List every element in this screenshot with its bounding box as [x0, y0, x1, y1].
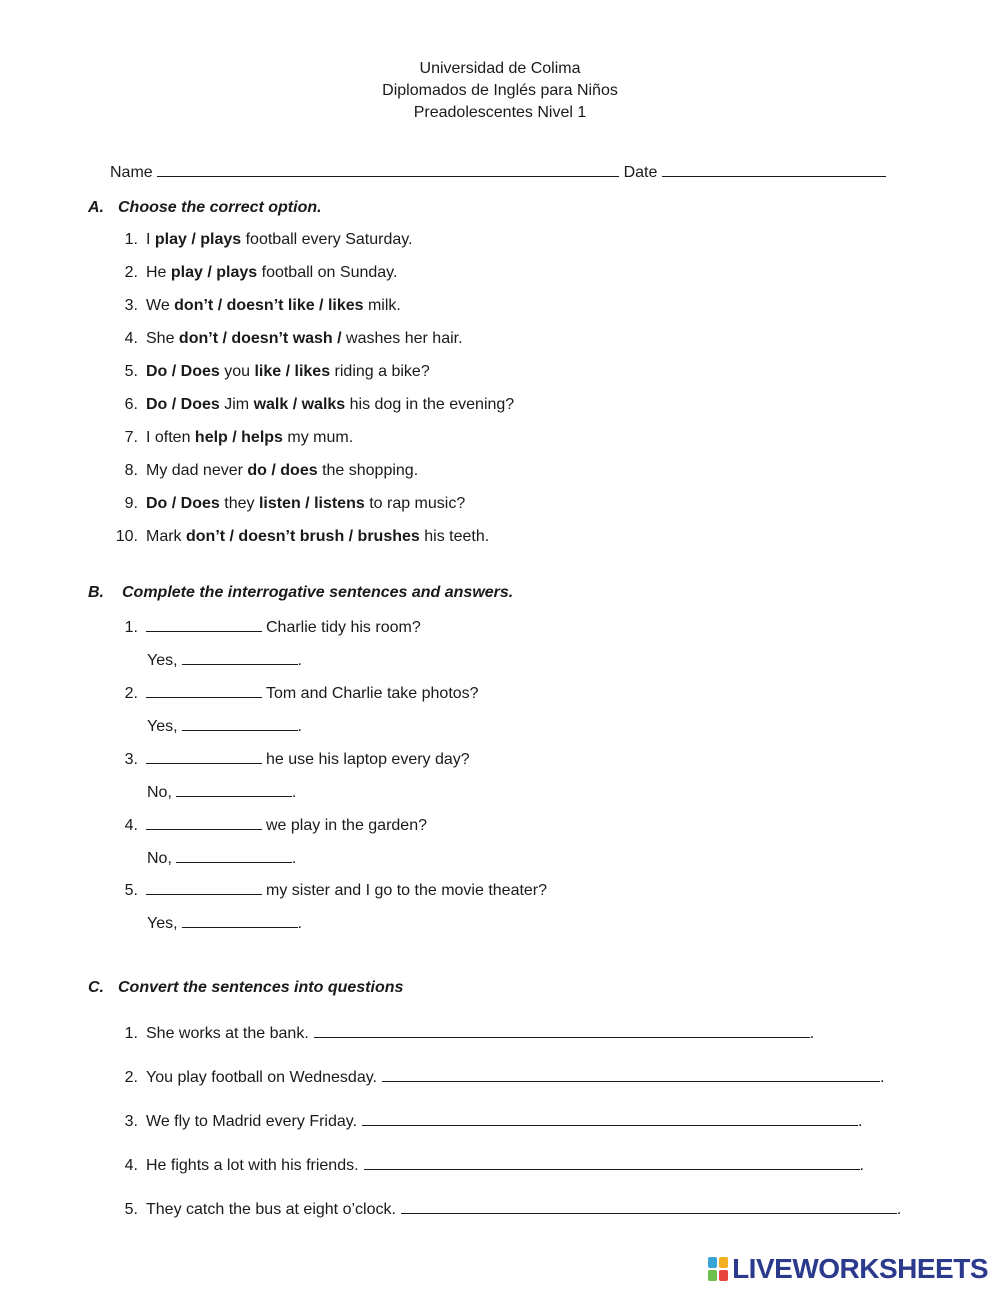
section-b-question [110, 617, 421, 637]
option-choice[interactable]: don’t / doesn’t like / likes [174, 297, 364, 314]
item-number: 1. [124, 1025, 138, 1042]
section-b-answer [147, 716, 302, 736]
period: . [291, 850, 297, 867]
section-b-heading [88, 584, 513, 602]
sentence-text: My dad never [146, 462, 248, 479]
option-choice[interactable]: Do / Does [146, 363, 220, 380]
period: . [859, 1157, 864, 1174]
answer-prefix: No, [147, 784, 172, 801]
sentence-text: my mum. [282, 429, 354, 446]
sentence-text: they [219, 495, 259, 512]
section-a-letter: A. [88, 199, 104, 216]
liveworksheets-tiles-icon [708, 1257, 728, 1281]
item-number: 5. [124, 1201, 138, 1218]
sentence-text: the shopping. [317, 462, 419, 479]
sentence-text: I often [146, 429, 195, 446]
section-c-heading [88, 979, 403, 997]
period: . [809, 1025, 815, 1042]
question-text: we play in the garden? [266, 817, 427, 834]
date-field[interactable] [662, 162, 886, 177]
liveworksheets-logo [708, 1252, 988, 1286]
option-choice[interactable]: play / plays [170, 264, 258, 281]
section-c-item [110, 1067, 884, 1087]
sentence-text: football every Saturday. [241, 231, 413, 248]
section-a-item [110, 264, 397, 282]
answer-blank-input[interactable] [176, 782, 292, 797]
section-b-question [110, 815, 427, 835]
item-number: 10. [115, 528, 138, 545]
option-choice[interactable]: like / likes [254, 363, 331, 380]
section-a-item [110, 297, 401, 315]
section-b-title: Complete the interrogative sentences and answers. [122, 584, 514, 601]
answer-blank-input[interactable] [182, 650, 298, 665]
sentence-text: I [146, 231, 155, 248]
section-c-title: Convert the sentences into questions [118, 979, 404, 996]
item-number: 6. [124, 396, 138, 413]
item-number: 3. [124, 751, 138, 768]
sentence-text: milk. [363, 297, 401, 314]
item-number: 1. [124, 231, 138, 248]
item-number: 8. [124, 462, 138, 479]
section-c-letter: C. [88, 979, 104, 996]
sentence-text: his teeth. [419, 528, 490, 545]
answer-prefix: No, [147, 850, 172, 867]
option-choice[interactable]: help / helps [194, 429, 283, 446]
sentence-text: We [146, 297, 175, 314]
answer-blank-input[interactable] [176, 848, 292, 863]
question-blank-input[interactable] [146, 683, 262, 698]
section-a-item [110, 231, 413, 249]
question-text: Tom and Charlie take photos? [266, 685, 479, 702]
item-number: 3. [124, 1113, 138, 1130]
item-number: 4. [124, 330, 138, 347]
section-a-item [110, 495, 465, 513]
sentence-text: Jim [219, 396, 254, 413]
item-number: 3. [124, 297, 138, 314]
item-number: 4. [124, 1157, 138, 1174]
item-number: 4. [124, 817, 138, 834]
logo-text: LIVEWORKSHEETS [732, 1253, 988, 1284]
section-a-item [110, 330, 463, 348]
question-blank-input[interactable] [146, 880, 262, 895]
section-c-item [110, 1111, 862, 1131]
answer-prefix: Yes, [147, 652, 178, 669]
sentence-text: Mark [146, 528, 186, 545]
section-b-answer [147, 782, 296, 802]
answer-prefix: Yes, [147, 718, 178, 735]
question-blank-input[interactable] [146, 815, 262, 830]
item-number: 7. [124, 429, 138, 446]
option-choice[interactable]: walk / walks [253, 396, 346, 413]
question-answer-input[interactable] [401, 1199, 897, 1214]
period: . [896, 1201, 902, 1218]
question-text: he use his laptop every day? [266, 751, 470, 768]
question-blank-input[interactable] [146, 617, 262, 632]
section-c-item [110, 1023, 814, 1043]
answer-prefix: Yes, [147, 915, 178, 932]
option-choice[interactable]: Do / Does [146, 396, 220, 413]
sentence-text: He [146, 264, 171, 281]
section-a-item [110, 528, 489, 546]
sentence-text: to rap music? [364, 495, 466, 512]
item-number: 2. [124, 685, 138, 702]
section-b-answer [147, 650, 302, 670]
sentence-text: you [219, 363, 255, 380]
section-b-letter: B. [88, 584, 104, 601]
item-number: 5. [124, 882, 138, 899]
header-line-2: Diplomados de Inglés para Niños [382, 82, 618, 99]
period: . [879, 1069, 885, 1086]
sentence-text: his dog in the evening? [345, 396, 515, 413]
source-sentence: He fights a lot with his friends. [146, 1157, 359, 1174]
question-text: Charlie tidy his room? [266, 619, 421, 636]
name-date-row [110, 162, 886, 182]
section-a-item [110, 396, 514, 414]
item-number: 9. [124, 495, 138, 512]
item-number: 5. [124, 363, 138, 380]
sentence-text: She [146, 330, 179, 347]
question-answer-input[interactable] [364, 1155, 860, 1170]
section-b-question [110, 683, 479, 703]
name-label: Name [110, 164, 153, 181]
section-c-item [110, 1199, 901, 1219]
source-sentence: She works at the bank. [146, 1025, 309, 1042]
period: . [297, 915, 302, 932]
option-choice[interactable]: listen / listens [258, 495, 365, 512]
question-text: my sister and I go to the movie theater? [266, 882, 548, 899]
sentence-text: football on Sunday. [257, 264, 398, 281]
section-b-answer [147, 848, 296, 868]
section-a-item [110, 363, 430, 381]
item-number: 1. [124, 619, 138, 636]
section-a-title: Choose the correct option. [118, 199, 322, 216]
period: . [297, 718, 302, 735]
answer-blank-input[interactable] [182, 913, 298, 928]
question-answer-input[interactable] [382, 1067, 880, 1082]
section-a-item [110, 462, 418, 480]
header-line-1: Universidad de Colima [419, 60, 581, 77]
option-choice[interactable]: don’t / doesn’t wash / [178, 330, 342, 347]
source-sentence: You play football on Wednesday. [146, 1069, 377, 1086]
section-a-heading [88, 199, 322, 217]
period: . [291, 784, 297, 801]
question-answer-input[interactable] [314, 1023, 810, 1038]
item-number: 2. [124, 1069, 138, 1086]
option-choice[interactable]: Do / Does [146, 495, 220, 512]
date-label: Date [623, 164, 658, 181]
section-c-item [110, 1155, 864, 1175]
sentence-text: riding a bike? [330, 363, 430, 380]
source-sentence: They catch the bus at eight o’clock. [146, 1201, 396, 1218]
section-b-question [110, 749, 470, 769]
option-choice[interactable]: play / plays [154, 231, 242, 248]
header-line-3: Preadolescentes Nivel 1 [413, 104, 587, 121]
name-field[interactable] [157, 162, 619, 177]
section-b-answer [147, 913, 302, 933]
period: . [858, 1113, 863, 1130]
answer-blank-input[interactable] [182, 716, 298, 731]
question-blank-input[interactable] [146, 749, 262, 764]
question-answer-input[interactable] [362, 1111, 858, 1126]
option-choice[interactable]: do / does [247, 462, 318, 479]
section-b-question [110, 880, 547, 900]
section-a-item [110, 429, 353, 447]
item-number: 2. [124, 264, 138, 281]
source-sentence: We fly to Madrid every Friday. [146, 1113, 358, 1130]
period: . [297, 652, 302, 669]
option-choice[interactable]: don’t / doesn’t brush / brushes [186, 528, 420, 545]
sentence-text: washes her hair. [341, 330, 463, 347]
